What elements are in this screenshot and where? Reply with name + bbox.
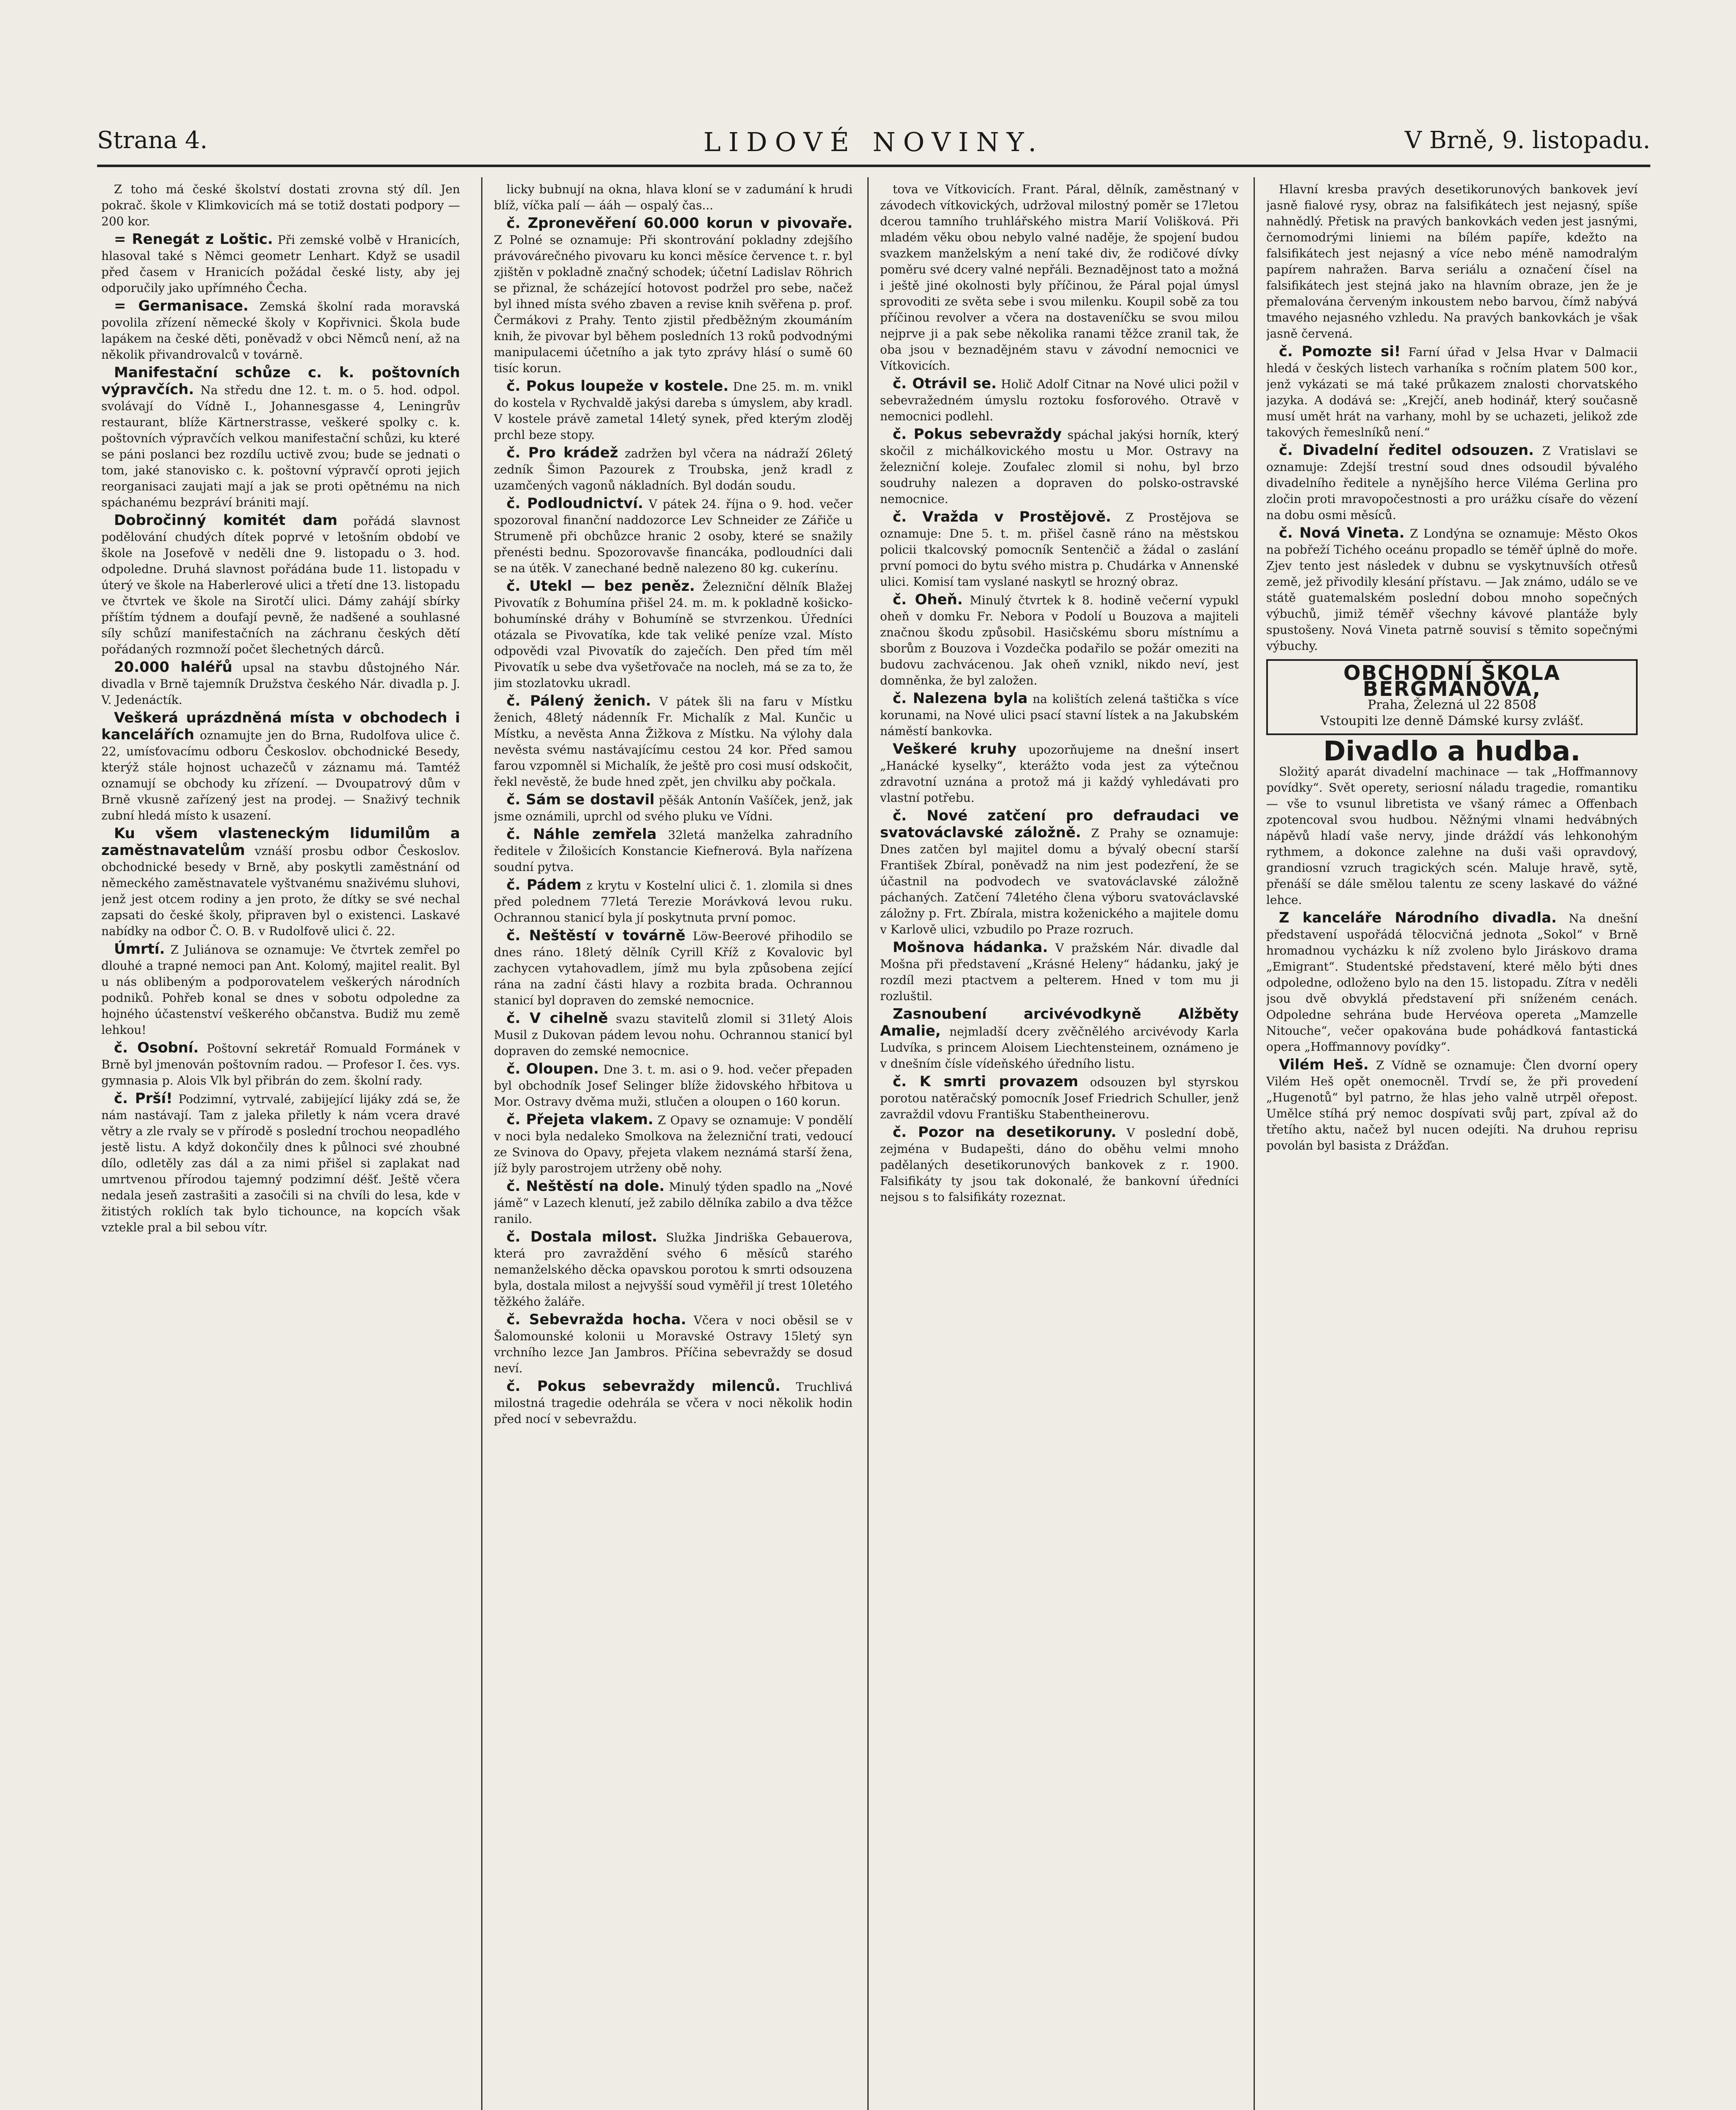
article-heading: č. Zpronevěření 60.000 korun v pivovaře. bbox=[506, 215, 853, 232]
article-heading: č. Utekl — bez peněz. bbox=[506, 578, 695, 595]
article bbox=[494, 215, 853, 376]
article-heading: Ku všem vlasteneckým lidumilům a zaměstnavatelům bbox=[101, 825, 460, 859]
advert-school-ladies: Dámské kursy zvlášť. bbox=[1447, 714, 1584, 728]
masthead bbox=[97, 118, 1650, 167]
article bbox=[101, 181, 460, 230]
article bbox=[494, 495, 853, 576]
article-text: zadržen byl včera na nádraží 26letý zedník Šimon Pazourek z Troubska, jenž kradl z uzamčených vagonů nákladních. Byl dodán soudu. bbox=[494, 446, 853, 492]
article bbox=[1266, 910, 1638, 1055]
article-text: V pátek 24. října o 9. hod. večer spozoroval finanční naddozorce Lev Schneider ze Zářiče u Strumeně při obchůzce hranic 2 osoby, které se snažily přenésti bednu. Spozorovavše financáka, podloudníci dali se na útěk. V zanechané bedně nalezeno 80 kg. cukerínu. bbox=[494, 497, 853, 575]
article bbox=[1266, 181, 1638, 342]
article-heading: Mošnova hádanka. bbox=[893, 939, 1048, 956]
article bbox=[101, 710, 460, 824]
article-heading: č. V cihelně bbox=[506, 1010, 608, 1027]
article bbox=[880, 1124, 1239, 1205]
article-text: Z toho má české školství dostati zrovna stý díl. Jen pokrač. škole v Klimkovicích má se totiž dostati podpory — 200 kor. bbox=[101, 182, 460, 228]
advert-school-entry: Vstoupiti lze denně bbox=[1320, 714, 1444, 728]
article-heading: č. Pokus sebevraždy milenců. bbox=[506, 1378, 781, 1395]
article-heading: č. Vražda v Prostějově. bbox=[893, 509, 1111, 525]
article bbox=[880, 1006, 1239, 1072]
article bbox=[494, 1178, 853, 1227]
article-heading: Veškerá uprázdněná místa v obchodech i kancelářích bbox=[101, 709, 460, 743]
article bbox=[101, 231, 460, 296]
article-text: Holič Adolf Citnar na Nové ulici požil v sebevražedném úmyslu roztoku fosforového. Otravě v nemocnici podlehl. bbox=[880, 377, 1239, 423]
article-text: upozorňujeme na dnešní insert „Hanácké kyselky“, kterážto voda jest za výtečnou zdravotní uznána a protož má ji každý vyhledávati pro vlastní potřebu. bbox=[880, 743, 1239, 805]
article-text: Farní úřad v Jelsa Hvar v Dalmacii hledá v českých listech varhaníka s ročním platem 500 kor., jenž vykázati se má také průkazem znalosti chorvatského jazyka. A dodává se: „Krejčí, aneb hodinář, který současně musí umět hrát na varhany, mohl by se uchazeti, jelikož zde takových řemeslníků není.“ bbox=[1266, 345, 1638, 439]
article-heading: č. Pokus sebevraždy bbox=[893, 426, 1062, 443]
article-heading: Úmrtí. bbox=[114, 941, 165, 958]
advert-school-hours bbox=[1272, 713, 1632, 729]
advert-school-address bbox=[1272, 697, 1632, 713]
article-text: Služka Jindriška Gebauerova, která pro zavraždění svého 6 měsíců starého nemanželského děcka opavskou porotou k smrti odsouzena byla, dostala milost a nejvyšší soud vyměřil jí trest 10letého těžkého žaláře. bbox=[494, 1231, 853, 1309]
article bbox=[880, 376, 1239, 425]
article-text: Löw-Beerové přihodilo se dnes ráno. 18letý dělník Cyrill Kříž z Kovalovic byl zachycen vytahovadlem, jímž mu byla způsobena zející rána na zadní části hlavy a rozbita brada. Ochrannou stanicí byl dopraven do zemské nemocnice. bbox=[494, 929, 853, 1007]
article-heading: = Germanisace. bbox=[114, 298, 249, 314]
article-heading: č. Podloudnictví. bbox=[506, 495, 644, 512]
article-text: vznáší prosbu odbor Českoslov. obchodnické besedy v Brně, aby poskytli zaměstnání od německého zaměstnavatele vyštvanému snaživému sluhovi, jenž jest otcem rodiny a jen proto, že dítky se své nechal zapsati do české školy, připraven byl o existenci. Laskavé nabídky na odbor Č. O. B. v Rudolfově ulici č. 22. bbox=[101, 844, 460, 938]
article bbox=[494, 1312, 853, 1377]
article-heading: č. Neštěstí v továrně bbox=[506, 927, 685, 944]
article bbox=[494, 1061, 853, 1110]
article-text: Z Londýna se oznamuje: Město Okos na pobřeží Tichého oceánu propadlo se téměř úplně do moře. Zjev tento jest následek v dubnu se vyskytnuvších otřesů země, jež přivodily klesání přístavu. — Jak známo, událo se ve státě guatemalském poslední dobou mnoho sopečných výbuchů, jimiž téměř všechny kávové plantáže byly spustošeny. Nová Vineta patrně souvisí s těmito sopečnými výbuchy. bbox=[1266, 527, 1638, 653]
article-heading: č. Pokus loupeže v kostele. bbox=[506, 378, 729, 395]
article-text: Z Juliánova se oznamuje: Ve čtvrtek zemřel po dlouhé a trapné nemoci pan Ant. Kolomý, majitel realit. Byl u nás oblibeným a podporovatelem veškerých národních podniků. Pohřeb konal se dnes v sobotu odpoledne za hojného účastenství veškerého občanstva. Budiž mu země lehkou! bbox=[101, 943, 460, 1037]
article-text: pěšák Antonín Vašíček, jenž, jak jsme oznámili, uprchl od svého pluku ve Vídni. bbox=[494, 793, 853, 823]
article bbox=[101, 1090, 460, 1236]
article-heading: č. Osobní. bbox=[114, 1039, 199, 1056]
article bbox=[101, 512, 460, 657]
article bbox=[494, 1378, 853, 1427]
column-4 bbox=[1266, 181, 1638, 2110]
article-text: Z Prostějova se oznamuje: Dne 5. t. m. přišel časně ráno na městskou policii tkalcovský pomocník Sentenčič a žádal o zaslání první pomoci do bytu svého mistra p. Chudárka v Annenské ulici. Komisí tam vyslané naskytl se hrozný obraz. bbox=[880, 511, 1239, 589]
article-text: oznamujte jen do Brna, Rudolfova ulice č. 22, umísťovacímu odboru Českoslov. obchodnické Besedy, kterýž stále hojnost uchazečů v záznamu má. Tamtéž oznamují se obchody ku zřízení. — Dvoupatrový dům v Brně vkusně zařízený jest na prodej. — Snaživý technik zubní hledá místo k usazení. bbox=[101, 728, 460, 822]
article-heading: Zasnoubení arcivévodkyně Alžběty Amalie, bbox=[880, 1006, 1239, 1039]
article-heading: Veškeré kruhy bbox=[893, 741, 1017, 757]
article-text: Včera v noci oběsil se v Šalomounské kolonii u Moravské Ostravy 15letý syn vrchního lezce Jan Jambros. Příčina sebevraždy se dosud neví. bbox=[494, 1313, 853, 1375]
article-text: odsouzen byl styrskou porotou natěračský pomocník Josef Friedrich Schuller, jenž zavraždil vdovu Františku Stabentheinerovu. bbox=[880, 1075, 1239, 1121]
column-2 bbox=[494, 181, 853, 2110]
article-heading: č. Přejeta vlakem. bbox=[506, 1111, 653, 1128]
article-text: Truchlivá milostná tragedie odehrála se včera v noci několik hodin před nocí v sebevraždu. bbox=[494, 1380, 853, 1426]
article bbox=[880, 426, 1239, 507]
article bbox=[880, 1074, 1239, 1123]
newspaper-title: LIDOVÉ NOVINY. bbox=[703, 127, 1044, 157]
article bbox=[880, 939, 1239, 1004]
article bbox=[101, 659, 460, 708]
article bbox=[494, 1112, 853, 1177]
article bbox=[494, 1010, 853, 1059]
article-heading: č. Pozor na desetikoruny. bbox=[893, 1124, 1117, 1141]
article-heading: č. Nové zatčení pro defraudaci ve svatováclavské záložně. bbox=[880, 807, 1239, 841]
article-text: na kolištích zelená taštička s více korunami, na Nové ulici psací stavní lístek a na Jakubském náměstí bankovka. bbox=[880, 692, 1239, 738]
column-rule bbox=[867, 177, 869, 2110]
article bbox=[880, 509, 1239, 590]
article-text: Na dnešní představení uspořádá tělocvičná jednota „Sokol“ v Brně hromadnou vycházku k níž zvoleno bylo Jiráskovo drama „Emigrant“. Studentské představení, které mělo býti dnes odpoledne, odloženo bylo na den 15. listopadu. Zítra v neděli jsou dvě obvyklá představení při sníženém cenách. Odpoledne sehrána bude Hervéova opereta „Mamzelle Nitouche“, večer opakována bude pohádková fantastická opera „Hoffmannovy povídky“. bbox=[1266, 912, 1638, 1054]
article-text: tova ve Vítkovicích. Frant. Páral, dělník, zaměstnaný v závodech vítkovických, udržoval milostný poměr se 17letou dcerou tamního truhlářského mistra Marií Volišková. Při mladém věku obou nebylo valné naděje, že spojení budou svazkem manželským a není také div, že rodičové dívky poměru své dcery valné nepřáli. Beznadějnost tato a možná i ještě jiné okolnosti byly příčinou, že Páral pojal úmysl sprovoditi ze světa sebe i svou milenku. Koupil sobě za tou příčinou revolver a včera na dostaveníčku se svou milou nejprve ji a pak sebe několika ranami těžce zranil tak, že oba jsou v beznadějném stavu v závodní nemocnici ve Vítkovicích. bbox=[880, 182, 1239, 373]
article-heading: 20.000 haléřů bbox=[114, 659, 233, 676]
article-text: Podzimní, vytrvalé, zabijející lijáky zdá se, že nám nastávají. Tam z jaleka přiletly k nám vcera dravé větry a zle rvaly se v přírodě s poslední trochou neopadlého jestě listu. A když dokončily dnes k půlnoci své zhoubné dílo, odletěly zas dál a za nimi přišel si zaplakat nad umrtvenou přírodou tajemný podzimní déšť. Ještě včera nedala jeseň zastrašiti a zasočili si na chvíli do lesa, kde v žitistých roklích tak bylo tichounce, na kopcích však vztekle pral a bil sebou vítr. bbox=[101, 1092, 460, 1234]
article-text: Minulý týden spadlo na „Nové jámě“ v Lazech klenutí, jež zabilo dělníka zabilo a dva těžce ranilo. bbox=[494, 1180, 853, 1226]
article-text: Dne 3. t. m. asi o 9. hod. večer přepaden byl obchodník Josef Selinger blíže židovského hřbitova u Mor. Ostravy dvěma muži, stlučen a oloupen o 160 korun. bbox=[494, 1063, 853, 1109]
article-text: pořádá slavnost podělování chudých dítek poprvé v letošním období ve škole na Josefově v neděli dne 9. listopadu o 3. hod. odpoledne. Druhá slavnost pořádána bude 11. listopadu v úterý ve škole na Haberlerové ulici a třetí dne 13. listopadu ve čtvrtek ve škole na Sirotčí ulici. Dámy zahájí sbírky příštím týdnem a doufají pevně, že nadšené a souhlasné síly schůzí manifestačních na záchranu českých dětí pořádaných rozmnoží počet šlechetných dárců. bbox=[101, 514, 460, 656]
article bbox=[494, 378, 853, 443]
article-heading: č. K smrti provazem bbox=[893, 1073, 1078, 1090]
article bbox=[494, 693, 853, 790]
column-1 bbox=[101, 181, 460, 2110]
article-text: Poštovní sekretář Romuald Formánek v Brně byl jmenován poštovním radou. — Profesor I. čes. vys. gymnasia p. Alois Vlk byl přibrán do zem. školní rady. bbox=[101, 1041, 460, 1087]
article bbox=[1266, 1057, 1638, 1154]
article-text: z krytu v Kostelní ulici č. 1. zlomila si dnes před polednem 77letá Terezie Morávková levou ruku. Ochrannou stanicí byla jí poskytnuta první pomoc. bbox=[494, 879, 853, 925]
article-text: V pražském Nár. divadle dal Mošna při představení „Krásné Heleny“ hádanku, jaký je rozdíl mezi ptactvem a pelterem. Hned v tom mu ji rozluštil. bbox=[880, 941, 1239, 1003]
article bbox=[1266, 525, 1638, 654]
article bbox=[494, 877, 853, 926]
article-text: Z Vratislavi se oznamuje: Zdejší trestní soud dnes odsoudil bývalého divadelního ředitele a nynějšího herce Viléma Gerlina pro zločin proti mravopočestnosti a pro urážku císaře do vězení na dobu osmi měsíců. bbox=[1266, 444, 1638, 522]
article-heading: č. Nová Vineta. bbox=[1279, 525, 1405, 541]
article-text: Složitý aparát divadelní machinace — tak „Hoffmannovy povídky“. Svět operety, seriosní náladu tragedie, romantiku — vše to vsunul libretista ve všaný rámec a Offenbach zpotencoval svou hudbou. Něžnými vlnami hedvábných nápěvů hladí vaše nervy, jinde dráždí vás lehkonohým rythmem, a dokonce zalehne na duši vaši opravdový, grandiosní vzruch tragických scén. Maluje hravě, sytě, přenáší se dále smělou talentu ze sceny laskavé do vážné lehce. bbox=[1266, 765, 1638, 907]
article-heading: Manifestační schůze c. k. poštovních výpravčích. bbox=[101, 364, 460, 398]
column-rule bbox=[481, 177, 482, 2110]
article bbox=[101, 298, 460, 363]
article-text: upsal na stavbu důstojného Nár. divadla v Brně tajemník Družstva českého Nár. divadla p. J. V. Jedenáctík. bbox=[101, 661, 460, 707]
article-text: V poslední době, zejména v Budapešti, dáno do oběhu velmi mnoho padělaných desetikorunových bankovek z r. 1900. Falsifikáty ty jsou tak dokonalé, že bankovní úředníci nejsou s to falsifikáty rozeznat. bbox=[880, 1126, 1239, 1204]
article bbox=[101, 941, 460, 1038]
article-heading: Z kanceláře Národního divadla. bbox=[1279, 909, 1557, 926]
article-heading: = Renegát z Loštic. bbox=[114, 231, 273, 248]
article-heading: č. Pomozte si! bbox=[1279, 343, 1401, 360]
article-heading: č. Oheň. bbox=[893, 591, 963, 608]
article-text: licky bubnují na okna, hlava kloní se v zadumání k hrudi blíž, víčka palí — ááh — ospalý čas... bbox=[494, 182, 853, 212]
article bbox=[494, 1229, 853, 1310]
article-heading: č. Pálený ženich. bbox=[506, 693, 651, 709]
article bbox=[101, 365, 460, 511]
article-text: Při zemské volbě v Hranicích, hlasoval také s Němci geometr Lenhart. Když se usadil před časem v Hranicích požádal české listy, aby jej odporučily jako upřímného Čecha. bbox=[101, 233, 460, 295]
article-heading: Dobročinný komitét dam bbox=[114, 512, 338, 529]
article bbox=[494, 826, 853, 875]
article-text: Železniční dělník Blažej Pivovatík z Bohumína přišel 24. m. m. k pokladně košicko-bohumínské dráhy v Bohumíně se stvrzenkou. Úředníci otázala se Pivovatíka, kde tak veliké peníze vzal. Místo odpovědi vzal Pivovatík do zaječích. Den před tím měl Pivovatík u sebe dva vyšetřovače na nocleh, má se za to, že jim stozlatovku ukradl. bbox=[494, 580, 853, 690]
article-heading: č. Oloupen. bbox=[506, 1060, 599, 1077]
article bbox=[880, 690, 1239, 739]
article bbox=[494, 928, 853, 1009]
article-heading: č. Otrávil se. bbox=[893, 375, 997, 392]
article-text: Dne 25. m. m. vnikl do kostela v Rychvaldě jakýsi dareba s úmyslem, aby kradl. V kostele právě zametal 14letý synek, před kterým zloděj prchl beze stopy. bbox=[494, 380, 853, 442]
article-text: Z Vídně se oznamuje: Člen dvorní opery Vilém Heš opět onemocněl. Trvdí se, že při provedení „Hugenotů“ byl patrno, že hlas jeho valně utrpěl ořepost. Umělce stíhá prý nemoc dospívati svůj part, zpíval až do třetího aktu, načež byl nucen odejíti. Na druhou reprisu povolán byl basista z Drážďan. bbox=[1266, 1058, 1638, 1152]
article bbox=[101, 1040, 460, 1089]
article-text: spáchal jakýsi horník, který skočil z michálkovického mostu u Mor. Ostravy na železniční koleje. Zoufalec zlomil si nohu, byl brzo soudruhy nalezen a dopraven do polsko-ostravské nemocnice. bbox=[880, 428, 1239, 506]
page-number: Strana 4. bbox=[97, 127, 208, 154]
article bbox=[880, 181, 1239, 374]
column-3 bbox=[880, 181, 1239, 2110]
article bbox=[494, 578, 853, 691]
article-heading: č. Divadelní ředitel odsouzen. bbox=[1279, 442, 1534, 459]
article-heading: č. Pádem bbox=[506, 876, 582, 893]
article bbox=[1266, 344, 1638, 441]
advert-school-name: OBCHODNÍ ŠKOLA BERGMANOVA, bbox=[1343, 661, 1561, 701]
article bbox=[494, 445, 853, 494]
article bbox=[494, 181, 853, 214]
advert-school-number: 8508 bbox=[1504, 698, 1536, 712]
article-heading: Vilém Heš. bbox=[1279, 1056, 1369, 1073]
article-text: Na středu dne 12. t. m. o 5. hod. odpol. svolávají do Vídně I., Johannesgasse 4, Leningrův restaurant, blíže Kärtnerstrasse, veškeré spolky c. k. poštovních výpravčích velkou manifestační schůzi, ku které se páni poslanci bez rozdílu uctivě zvou; bude se jednati o tom, jaké stanovisko c. k. poštovní výpravčí oproti jejich reorganisaci zaujati mají a jak se proti opětnému na nich spáchanému bezpráví brániti mají. bbox=[101, 383, 460, 509]
article-text: Z Opavy se oznamuje: V pondělí v noci byla nedaleko Smolkova na železniční trati, vedoucí ze Svinova do Opavy, přejeta vlakem neznámá starší žena, jíž byly parostrojem utrženy obě nohy. bbox=[494, 1113, 853, 1175]
section-title-theatre: Divadlo a hudba. bbox=[1323, 736, 1581, 767]
article bbox=[880, 592, 1239, 689]
article-heading: č. Pro krádež bbox=[506, 444, 618, 461]
article bbox=[101, 825, 460, 939]
issue-date: V Brně, 9. listopadu. bbox=[1405, 127, 1650, 154]
article-heading: č. Prší! bbox=[114, 1090, 173, 1107]
article bbox=[880, 808, 1239, 938]
column-rule bbox=[1254, 177, 1255, 2110]
article-text: Minulý čtvrtek k 8. hodině večerní vypukl oheň v domku Fr. Nebora v Podolí u Bouzova a majiteli značnou škodu způsobil. Hasičskému sboru místnímu a sborům z Bouzova i Vozdečka podařilo se požár omeziti na budovu zachvácenou. Jak oheň vznikl, nikdo neví, jest domněnka, že byl založen. bbox=[880, 593, 1239, 687]
article bbox=[494, 792, 853, 825]
article-text: V pátek šli na faru v Místku ženich, 48letý nádenník Fr. Michalík z Mal. Kunčic u Místku, a nevěsta Anna Žižkova z Místku. Na výlohy dala nevěsta svému nastávajícímu cestou 24 kor. Před samou farou vzpomněl si Michalík, že ještě pro cosi musí odskočit, řekl nevěstě, že bude hned zpět, jen chvilku aby počkala. bbox=[494, 695, 853, 789]
advert-school bbox=[1266, 659, 1638, 735]
advert-school-street: Praha, Železná ul 22 bbox=[1368, 698, 1500, 712]
article-heading: č. Neštěstí na dole. bbox=[506, 1178, 665, 1195]
article bbox=[1266, 442, 1638, 523]
article-text: Hlavní kresba pravých desetikorunových bankovek jeví jasně fialové rysy, obraz na falsifikátech jest nejasný, spíše nahnědlý. Přetisk na pravých bankovkách veden jest jasnými, černomodrými liniemi na bílém papíře, kdežto na falsifikátech jest nejasný a více nebo méně namodralým papírem nahražen. Barva seriálu a označení čísel na falsifikátech jest stejná jako na hlavním obraze, jen že je přemalována červeným inkoustem nebo barvou, čímž nabývá tmavého nejasného vzhledu. Na pravých bankovkách je však jasně červená. bbox=[1266, 182, 1638, 341]
article-heading: č. Nalezena byla bbox=[893, 690, 1028, 707]
article-heading: č. Dostala milost. bbox=[506, 1228, 658, 1245]
article-heading: č. Sám se dostavil bbox=[506, 791, 655, 808]
article-text: nejmladší dcery zvěčnělého arcivévody Karla Ludvíka, s princem Aloisem Liechtensteinem, oznámeno je v dnešním čísle vídeňského úředního listu. bbox=[880, 1025, 1239, 1071]
article-text: 32letá manželka zahradního ředitele v Žilošicích Konstancie Kiefnerová. Byla nařízena soudní pytva. bbox=[494, 828, 853, 874]
article-text: Z Prahy se oznamuje: Dnes zatčen byl majitel domu a bývalý obecní starší František Zbíral, poněvadž na nim jest podezření, že se účastnil na podvodech ve svatováclavské záložně páchaných. Zatčení 74letého člena výboru svatováclavské záložny p. Frt. Zbírala, mistra koženického a majitele domu v Karlově ulici, vzbudilo po Praze rozruch. bbox=[880, 826, 1239, 936]
article bbox=[880, 741, 1239, 806]
article-text: Zemská školní rada moravská povolila zřízení německé školy v Kopřivnici. Škola bude lapákem na české děti, poněvadž v obci Němců není, až na několik přivandrovalců v továrně. bbox=[101, 300, 460, 362]
article-text: svazu stavitelů zlomil si 31letý Alois Musil z Dukovan pádem levou nohu. Ochrannou stanicí byl dopraven do zemské nemocnice. bbox=[494, 1012, 853, 1058]
article-heading: č. Sebevražda hocha. bbox=[506, 1311, 686, 1328]
article-heading: č. Náhle zemřela bbox=[506, 826, 657, 843]
article-text: Z Polné se oznamuje: Při skontrování pokladny zdejšího právovárečného pivovaru ku konci měsíce července t. r. byl zjištěn v pokladně značný schodek; účetní Ladislav Röhrich se přiznal, že scházející hotovost podržel pro sebe, načež byl ihned místa svého zbaven a revise knih svěřena p. prof. Čermákovi z Prahy. Tento zjistil předběžným zkoumáním knih, že pivovar byl během posledních 13 roků podvodnými manipulacemi účetního a jak tyto zprávy hlásí o sumě 60 tisíc korun. bbox=[494, 233, 853, 375]
